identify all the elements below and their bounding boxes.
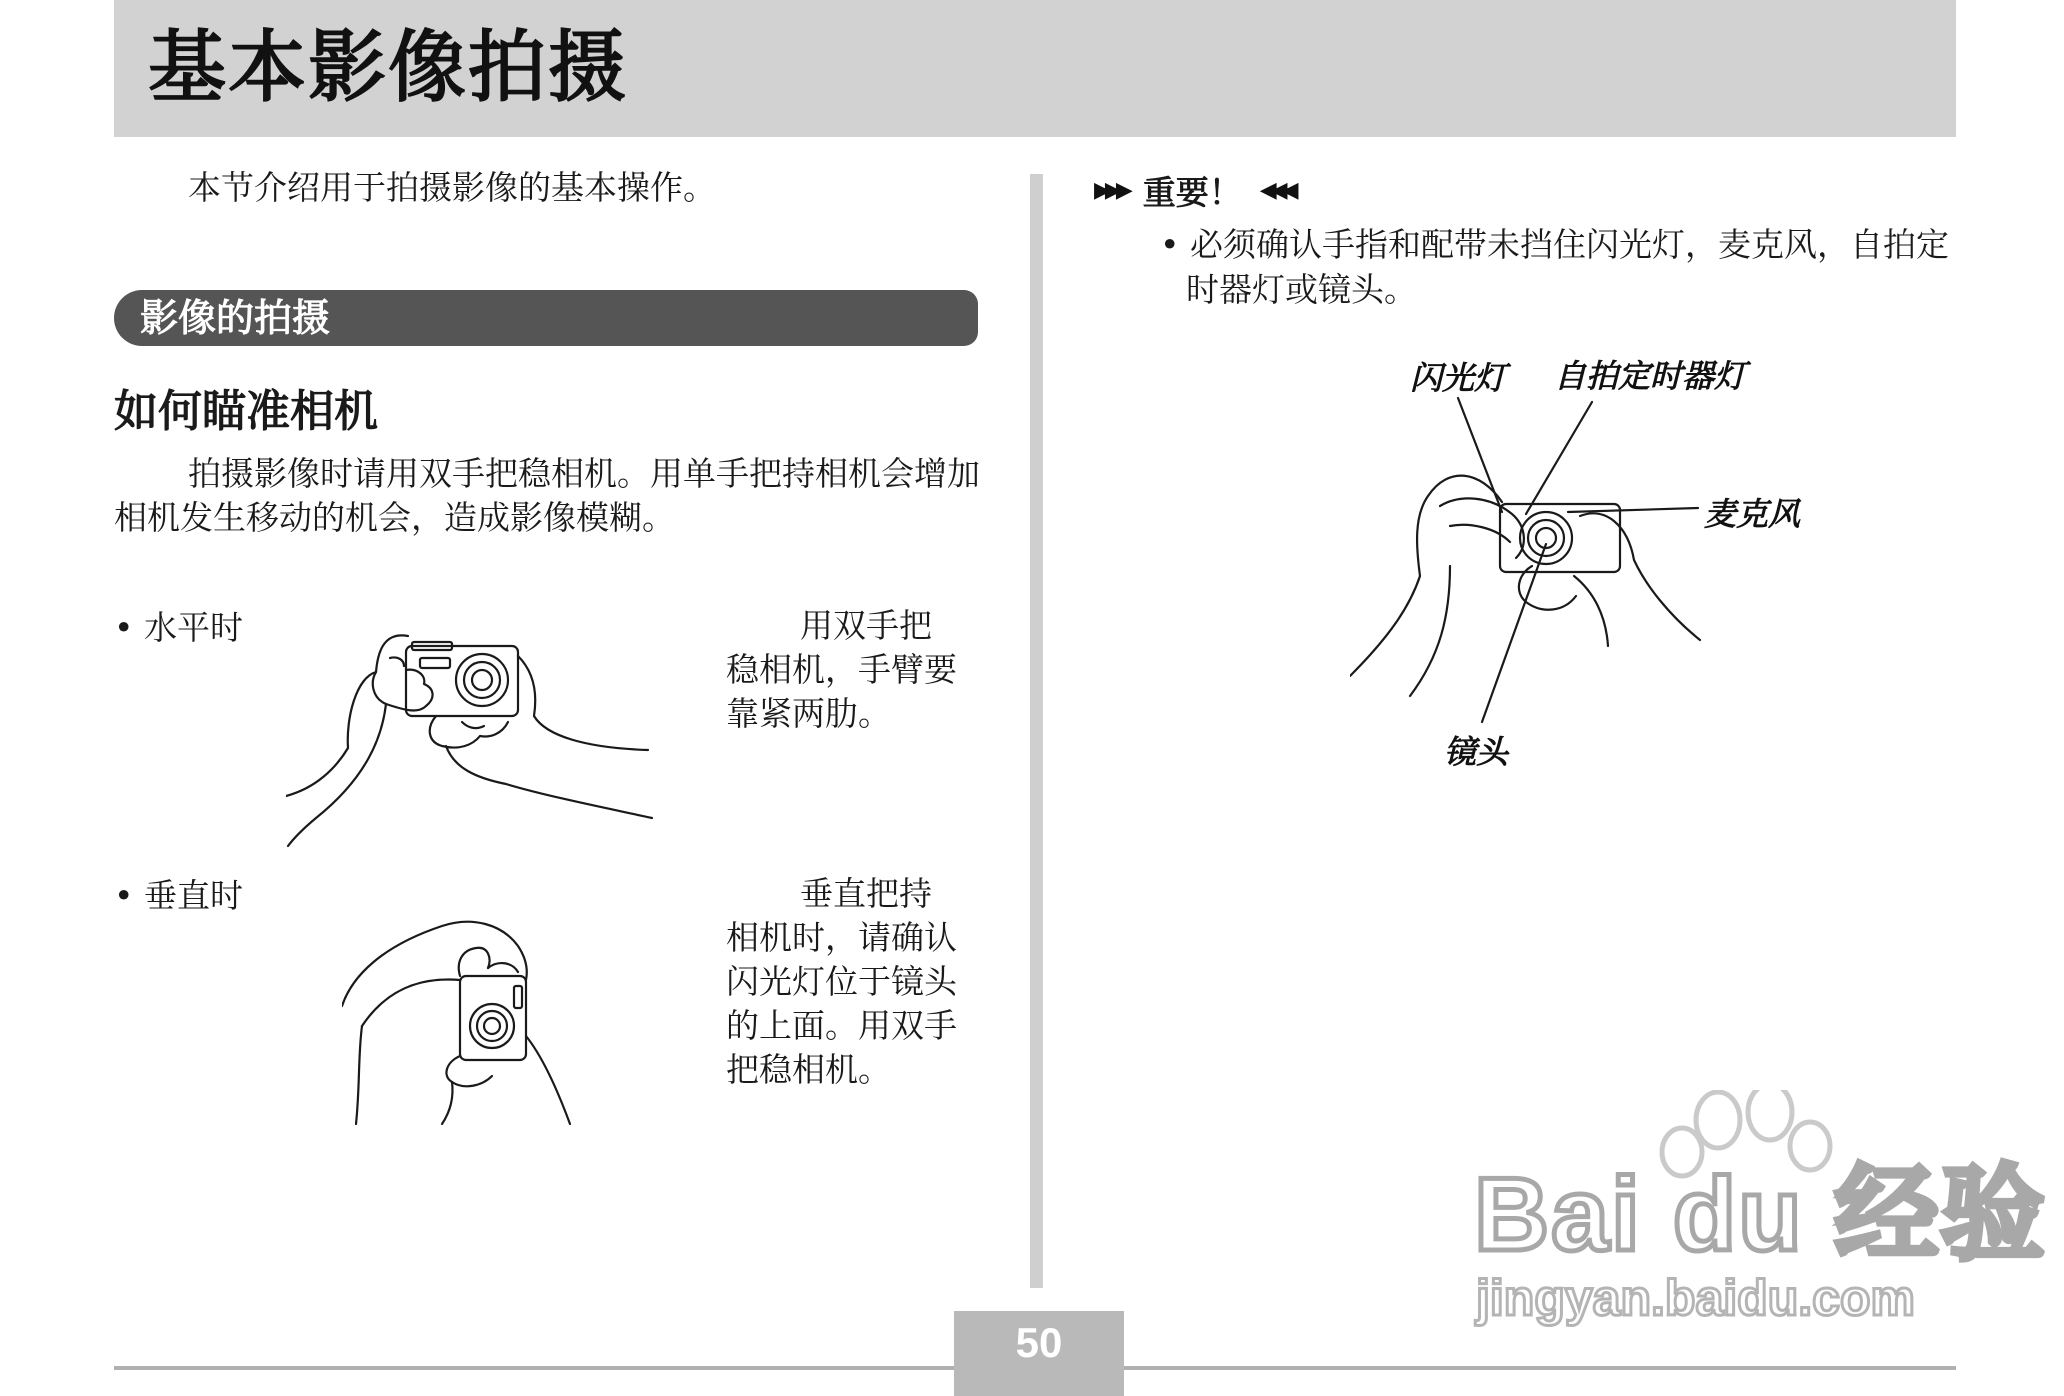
leader-lens: [1482, 544, 1546, 722]
label-flash: 闪光灯: [1410, 359, 1507, 397]
label-self-timer: 自拍定时器灯: [1554, 357, 1747, 395]
page-number: 50: [1015, 1319, 1063, 1366]
column-divider: [1030, 174, 1043, 1288]
horizontal-hold-illustration: [286, 618, 656, 848]
subsection-title: 如何瞄准相机: [114, 386, 378, 437]
camera-body: [406, 646, 518, 716]
arrow-right-icon: ▶▶▶: [1094, 177, 1127, 203]
important-heading: [1094, 168, 1293, 212]
leader-self-timer: [1526, 402, 1592, 514]
section-title: 影像的拍摄: [140, 296, 331, 340]
right-hand: [518, 656, 648, 750]
right-hand: [1580, 513, 1700, 640]
label-lens: 镜头: [1444, 733, 1509, 771]
important-label: 重要！: [1142, 172, 1242, 212]
subsection-paragraph: 拍摄影像时请用双手把稳相机。用单手把持相机会增加相机发生移动的机会，造成影像模糊。: [114, 454, 980, 537]
vertical-label: • 垂直时: [114, 876, 243, 915]
camera-front-diagram: [1350, 396, 1720, 736]
arrow-left-icon: ◀◀◀: [1259, 177, 1293, 203]
section-header-bar: [114, 290, 978, 346]
horizontal-instruction: 用双手把稳相机，手臂要靠紧两肋。: [726, 606, 957, 733]
important-note: • 必须确认手指和配带未挡住闪光灯，麦克风，自拍定时器灯或镜头。: [1160, 225, 1949, 309]
vertical-hold-illustration: [342, 906, 592, 1126]
leader-microphone: [1568, 508, 1698, 512]
intro-text: 本节介绍用于拍摄影像的基本操作。: [188, 168, 716, 207]
horizontal-label: • 水平时: [114, 608, 243, 647]
watermark-url: jingyan.baidu.com: [1476, 1270, 1915, 1326]
left-hand: [1350, 476, 1502, 676]
label-microphone: 麦克风: [1704, 495, 1801, 533]
watermark-brand: Bai du 经验: [1474, 1157, 2047, 1273]
page-title: 基本影像拍摄: [148, 23, 629, 113]
vertical-instruction: 垂直把持相机时，请确认闪光灯位于镜头的上面。用双手把稳相机。: [726, 874, 957, 1089]
